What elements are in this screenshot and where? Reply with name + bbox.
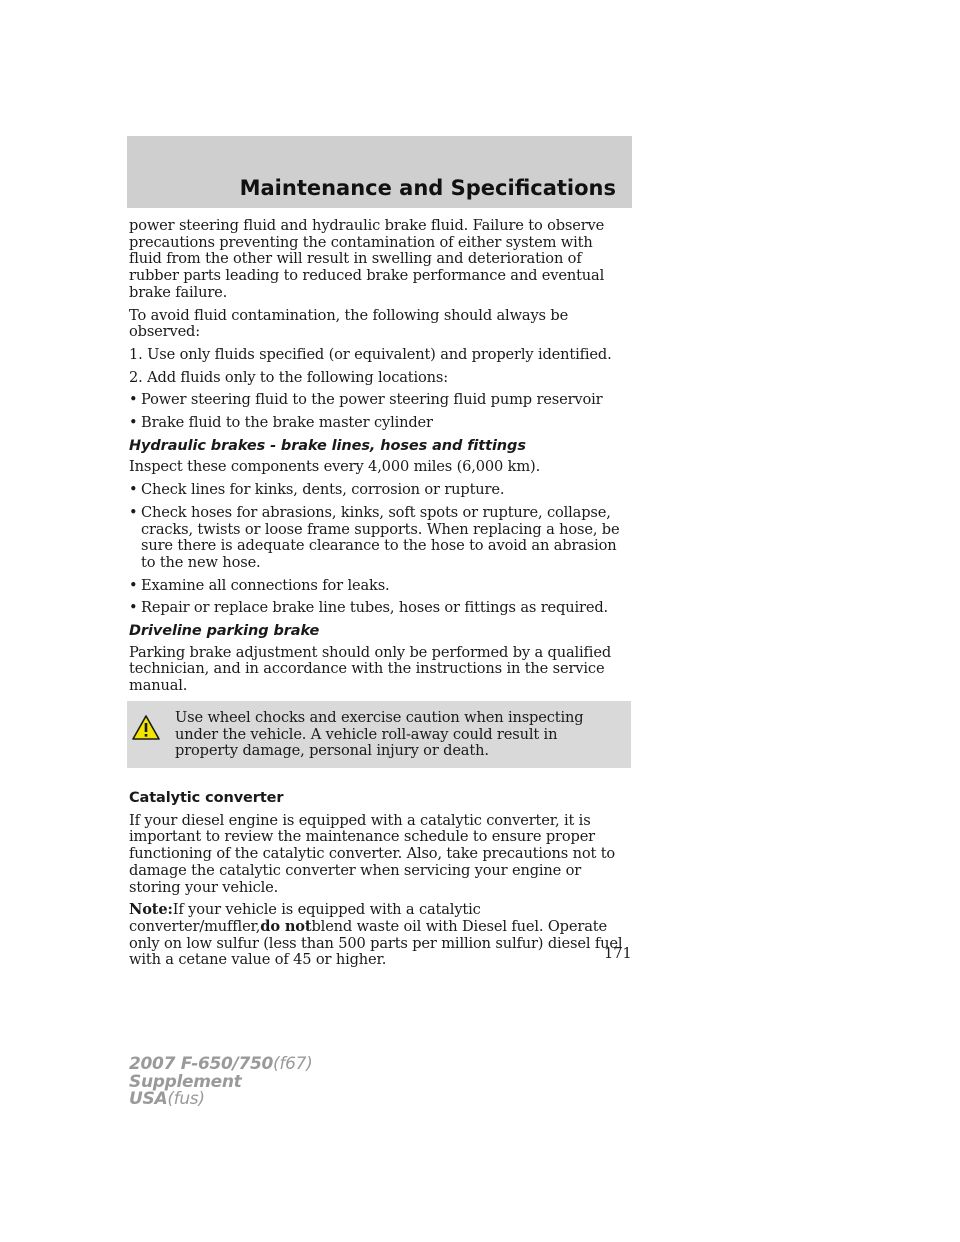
page-body (129, 218, 629, 975)
driveline-brake-heading: Driveline parking brake (129, 623, 320, 640)
note-emphasis: do not (260, 917, 312, 935)
catalytic-note: Note:If your vehicle is equipped with a catalytic converter/muffler,do notblend waste oil with Diesel fuel. Operate only on low sulfur (less than 500 parts per million sulfur) diesel fuel with a cetane value of 45 or higher. (129, 901, 623, 969)
catalytic-converter-heading: Catalytic converter (129, 789, 284, 806)
driveline-text: Parking brake adjustment should only be performed by a qualified technician, and in accordance with the instructions in the service manual. (129, 643, 612, 695)
footer (129, 1056, 312, 1109)
footer-region: USA(fus) (129, 1089, 205, 1109)
page-number: 171 (604, 946, 632, 962)
warning-triangle-icon (129, 710, 175, 744)
hydraulic-brakes-heading: Hydraulic brakes - brake lines, hoses and fittings (129, 437, 526, 454)
section-title: Maintenance and Specifications (239, 176, 616, 200)
intro-instruction: To avoid fluid contamination, the following should always be observed: (129, 306, 569, 341)
footer-doc: Supplement (129, 1071, 242, 1092)
list-item: • Check lines for kinks, dents, corrosion or rupture. (129, 481, 505, 499)
footer-model: 2007 F-650/750(f67) (129, 1054, 313, 1074)
list-item: • Power steering fluid to the power steering fluid pump reservoir (129, 391, 603, 409)
catalytic-text: If your diesel engine is equipped with a catalytic converter, it is important to review the maintenance schedule to ensure proper functioning of the catalytic converter. Also, take precautions not to damage the catalytic converter when servicing your engine or storing your vehicle. (129, 811, 616, 896)
list-item: • Repair or replace brake line tubes, hoses or fittings as required. (129, 599, 608, 617)
bullet-icon: • (129, 414, 138, 432)
bullet-icon: • (129, 576, 138, 594)
bullet-icon: • (129, 599, 138, 617)
bullet-icon: • (129, 503, 138, 521)
bullet-icon: • (129, 391, 138, 409)
list-item: • Check hoses for abrasions, kinks, soft spots or rupture, collapse, cracks, twists or loose frame supports. When replacing a hose, be sure there is adequate clearance to the hose to avoid an abrasion to the new hose. (129, 503, 620, 571)
intro-paragraph: power steering fluid and hydraulic brake fluid. Failure to observe precautions preventing the contamination of either system with fluid from the other will result in swelling and deterioration of rubber parts leading to reduced brake performance and eventual brake failure. (129, 217, 605, 301)
warning-text: Use wheel chocks and exercise caution when inspecting under the vehicle. A vehicle roll-away could result in property damage, personal injury or death. (175, 708, 584, 760)
step-1: 1. Use only fluids specified (or equivalent) and properly identified. (129, 345, 612, 363)
hydraulic-intro: Inspect these components every 4,000 miles (6,000 km). (129, 458, 541, 476)
step-2: 2. Add fluids only to the following locations: (129, 368, 448, 386)
bullet-icon: • (129, 481, 138, 499)
header-band (127, 136, 632, 208)
warning-box (127, 701, 631, 768)
note-label: Note: (129, 901, 173, 919)
list-item: • Examine all connections for leaks. (129, 576, 390, 594)
list-item: • Brake fluid to the brake master cylinder (129, 414, 433, 432)
